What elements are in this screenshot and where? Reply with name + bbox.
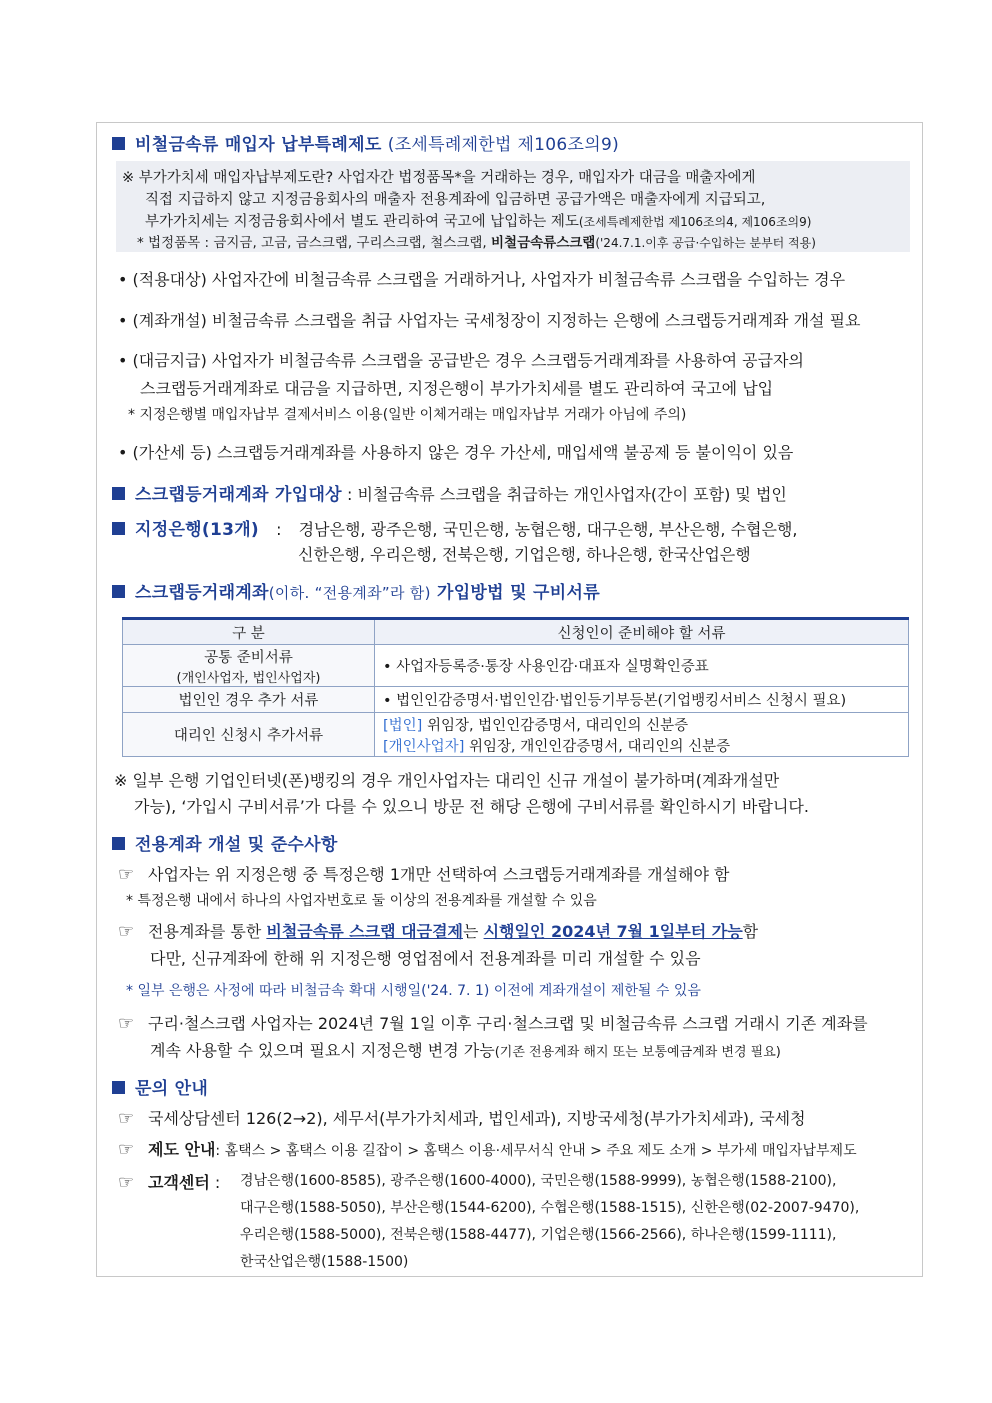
square-bullet-icon (112, 1081, 125, 1094)
rule-3: ☞ 구리·철스크랩 사업자는 2024년 7월 1일 이후 구리·철스크랩 및 비철금속류 스크랩 거래시 기존 계좌를 (118, 1013, 868, 1034)
bank-phones-line1: 경남은행(1600-8585), 광주은행(1600-4000), 국민은행(1588-9999), 농협은행(1588-2100), (240, 1173, 837, 1189)
inquiry-1: ☞ 국세상담센터 126(2→2), 세무서(부가가치세과, 법인세과), 지방국세청(부가가치세과), 국세청 (118, 1108, 806, 1129)
table-row: 대리인 신청시 추가서류 [법인] 위임장, 법인인감증명서, 대리인의 신분증 [개인사업자] 위임장, 개인인감증명서, 대리인의 신분증 (123, 713, 909, 757)
square-bullet-icon (112, 487, 125, 500)
pointing-hand-icon: ☞ (118, 1013, 135, 1034)
section-method: 스크랩등거래계좌(이하. “전용계좌”라 함) 가입방법 및 구비서류 (112, 578, 600, 603)
bullet-penalty: • (가산세 등) 스크랩등거래계좌를 사용하지 않은 경우 가산세, 매입세액 불공제 등 불이익이 있음 (118, 443, 794, 462)
bank-phones-line4: 한국산업은행(1588-1500) (240, 1254, 409, 1270)
infobox-line2: 직접 지급하지 않고 지정금융회사의 매출자 전용계좌에 입금하면 공급가액은 매출자에게 지급되고, (145, 192, 766, 208)
bank-phones-line3: 우리은행(1588-5000), 전북은행(1588-4477), 기업은행(1566-2566), 하나은행(1599-1111), (240, 1227, 837, 1243)
square-bullet-icon (112, 522, 125, 535)
infobox-line1: ※ 부가가치세 매입자납부제도란? 사업자간 법정품목*을 거래하는 경우, 매입자가 대금을 매출자에게 (122, 170, 756, 186)
table-note-line2: 가능), ‘가입시 구비서류’가 다를 수 있으니 방문 전 해당 은행에 구비서류를 확인하시기 바랍니다. (134, 797, 809, 816)
rule-1-note: * 특정은행 내에서 하나의 사업자번호로 둘 이상의 전용계좌를 개설할 수 있음 (126, 893, 597, 909)
table-header-category: 구 분 (123, 619, 375, 645)
infobox-line3: 부가가치세는 지정금융회사에서 별도 관리하여 국고에 납입하는 제도(조세특례제한법 제106조의4, 제106조의9) (145, 214, 812, 230)
inquiry-2: ☞ 제도 안내: 홈택스 > 홈택스 이용 길잡이 > 홈택스 이용·세무서식 안내 > 주요 제도 소개 > 부가세 매입자납부제도 (118, 1139, 857, 1160)
pointing-hand-icon: ☞ (118, 1172, 135, 1193)
banks-line2: 신한은행, 우리은행, 전북은행, 기업은행, 하나은행, 한국산업은행 (298, 545, 751, 564)
pointing-hand-icon: ☞ (118, 921, 135, 942)
bullet-account: • (계좌개설) 비철금속류 스크랩을 취급 사업자는 국세청장이 지정하는 은행에 스크랩등거래계좌 개설 필요 (118, 311, 861, 330)
rule-2-note: * 일부 은행은 사정에 따라 비철금속 확대 시행일('24. 7. 1) 이전에 계좌개설이 제한될 수 있음 (126, 983, 701, 999)
bullet-scope: • (적용대상) 사업자간에 비철금속류 스크랩을 거래하거나, 사업자가 비철금속류 스크랩을 수입하는 경우 (118, 270, 846, 289)
section-special-title: 비철금속류 매입자 납부특례제도 (조세특례제한법 제106조의9) (112, 130, 619, 155)
table-row: 공통 준비서류 (개인사업자, 법인사업자) • 사업자등록증·통장 사용인감·대표자 실명확인증표 (123, 645, 909, 687)
bank-phones-line2: 대구은행(1588-5050), 부산은행(1544-6200), 수협은행(1588-1515), 신한은행(02-2007-9470), (240, 1200, 860, 1216)
rule-3-cont: 계속 사용할 수 있으며 필요시 지정은행 변경 가능(기존 전용계좌 해지 또는 보통예금계좌 변경 필요) (150, 1041, 781, 1060)
table-row: 법인인 경우 추가 서류 • 법인인감증명서·법인인감·법인등기부등본(기업뱅킹서비스 신청시 필요) (123, 687, 909, 713)
infobox-line4: * 법정품목 : 금지금, 고금, 금스크랩, 구리스크랩, 철스크랩, 비철금속류스크랩('24.7.1.이후 공급·수입하는 분부터 적용) (137, 235, 816, 251)
square-bullet-icon (112, 837, 125, 850)
section-rules: 전용계좌 개설 및 준수사항 (112, 830, 338, 855)
section-banks: 지정은행(13개) : 경남은행, 광주은행, 국민은행, 농협은행, 대구은행, 부산은행, 수협은행, (112, 515, 797, 540)
pointing-hand-icon: ☞ (118, 1108, 135, 1129)
table-note-line1: ※ 일부 은행 기업인터넷(폰)뱅킹의 경우 개인사업자는 대리인 신규 개설이 불가하며(계좌개설만 (114, 771, 780, 790)
rule-2-cont: 다만, 신규계좌에 한해 위 지정은행 영업점에서 전용계좌를 미리 개설할 수 있음 (150, 949, 701, 968)
rule-2: ☞ 전용계좌를 통한 비철금속류 스크랩 대금결제는 시행일인 2024년 7월 1일부터 가능함 (118, 921, 759, 942)
square-bullet-icon (112, 585, 125, 598)
table-header-documents: 신청인이 준비해야 할 서류 (375, 619, 909, 645)
documents-table (122, 617, 909, 757)
pointing-hand-icon: ☞ (118, 864, 135, 885)
law-reference: (조세특례제한법 제106조의9) (387, 135, 620, 155)
bullet-payment-cont: 스크랩등거래계좌로 대금을 지급하면, 지정은행이 부가가치세를 별도 관리하여 국고에 납입 (140, 379, 774, 398)
bullet-payment: • (대금지급) 사업자가 비철금속류 스크랩을 공급받은 경우 스크랩등거래계좌를 사용하여 공급자의 (118, 351, 804, 370)
section-eligible: 스크랩등거래계좌 가입대상 : 비철금속류 스크랩을 취급하는 개인사업자(간이 포함) 및 법인 (112, 480, 787, 505)
section-inquiry: 문의 안내 (112, 1074, 208, 1099)
rule-1: ☞ 사업자는 위 지정은행 중 특정은행 1개만 선택하여 스크랩등거래계좌를 개설해야 함 (118, 864, 730, 885)
bullet-payment-note: * 지정은행별 매입자납부 결제서비스 이용(일반 이체거래는 매입자납부 거래가 아님에 주의) (128, 407, 687, 423)
square-bullet-icon (112, 137, 125, 150)
inquiry-3: ☞ 고객센터 : (118, 1172, 221, 1193)
pointing-hand-icon: ☞ (118, 1139, 135, 1160)
